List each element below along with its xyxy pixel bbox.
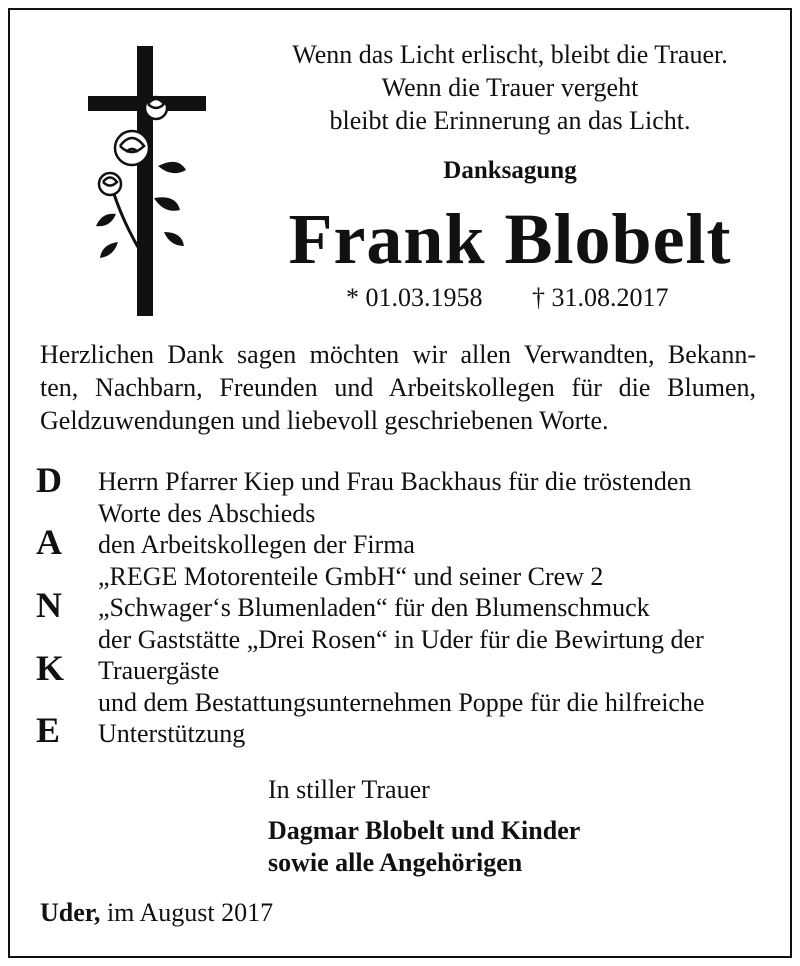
intro-line: Herzlichen Dank sagen möchten wir allen Verwandten, Bekann-: [40, 340, 756, 369]
signer-line: Dagmar Blobelt und Kinder: [268, 816, 581, 845]
danke-letter: D: [36, 460, 62, 500]
danke-line: den Arbeitskollegen der Firma: [98, 530, 415, 559]
place-date: [40, 898, 273, 928]
place: Uder,: [40, 898, 101, 927]
heading: Danksagung: [443, 157, 577, 184]
danke-line: Trauergäste: [98, 656, 220, 685]
birth-date: * 01.03.1958: [346, 283, 483, 312]
intro-text: [40, 338, 756, 437]
danke-line: Worte des Abschieds: [98, 498, 316, 528]
danke-letter: A: [36, 522, 62, 562]
intro-line: ten, Nachbarn, Freunden und Arbeitskollegen für die Blumen,: [40, 373, 756, 402]
danke-line: der Gaststätte „Drei Rosen“ in Uder für die Bewirtung der: [98, 624, 704, 654]
poem-line: Wenn das Licht erlischt, bleibt die Trauer.: [292, 40, 728, 69]
danke-letter: K: [36, 648, 65, 688]
cross-with-roses-icon: [88, 46, 206, 316]
date: im August 2017: [106, 898, 274, 927]
poem-line: Wenn die Trauer vergeht: [381, 73, 639, 102]
intro-line: Geldzuwendungen und liebevoll geschriebenen Worte.: [40, 406, 609, 435]
danke-letter: N: [36, 585, 62, 625]
mourning-line: In stiller Trauer: [268, 775, 430, 804]
poem-line: bleibt die Erinnerung an das Licht.: [329, 106, 691, 135]
deceased-name: Frank Blobelt: [288, 199, 732, 279]
danke-line: „REGE Motorenteile GmbH“ und seiner Crew 2: [98, 561, 604, 591]
danke-line: „Schwager‘s Blumenladen“ für den Blumenschmuck: [98, 593, 650, 622]
poem: [230, 38, 790, 137]
danke-line: Herrn Pfarrer Kiep und Frau Backhaus für die tröstenden: [98, 467, 692, 496]
danke-letter: E: [36, 710, 61, 750]
death-date: † 31.08.2017: [532, 283, 669, 312]
danke-line: und dem Bestattungsunternehmen Poppe für die hilfreiche: [98, 687, 705, 717]
danke-list: [98, 466, 758, 750]
signer-line: sowie alle Angehörigen: [268, 848, 523, 877]
danke-line: Unterstützung: [98, 719, 246, 748]
